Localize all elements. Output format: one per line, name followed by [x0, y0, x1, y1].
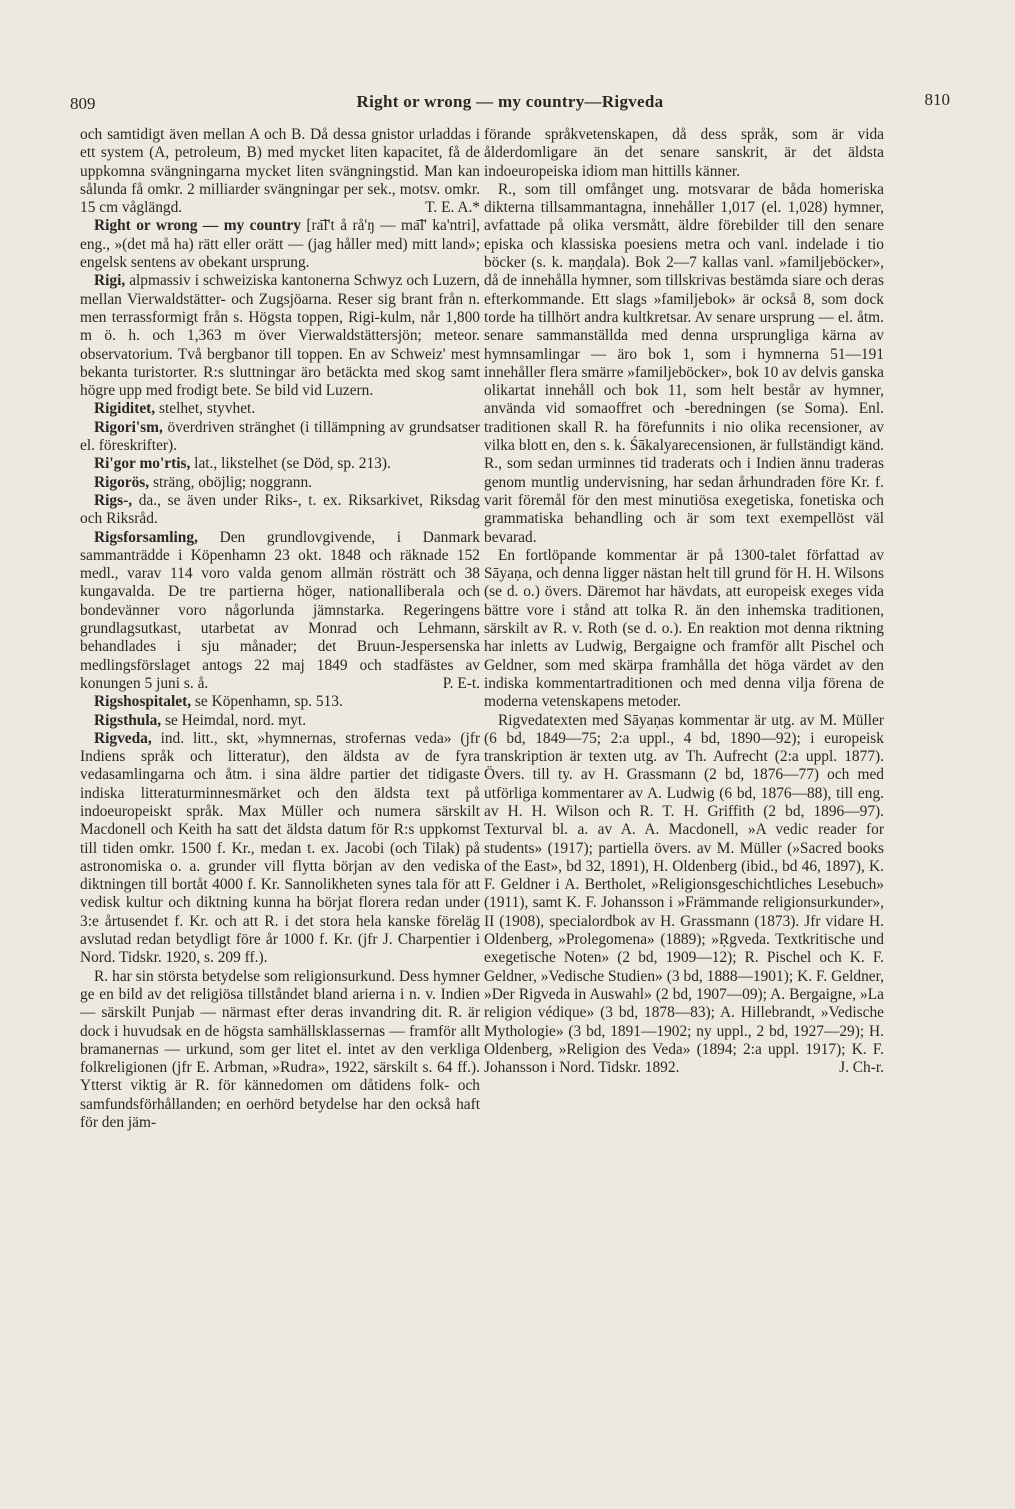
headword: Rigshospitalet,	[94, 693, 192, 711]
paragraph: R. har sin största betydelse som religionsurkund. Dess hymner ge en bild av det religiösa tillståndet bland arierna i n. v. Indien — särskilt Punjab — närmast efter deras invandring dit. R. är dock i huvudsak en de högsta samhällsklassernas — framför allt bramanernas — urkund, som ger litet el. intet av den verkliga folkreligionen (jfr E. Arbman, »Rudra», 1922, särskilt s. 64 ff.). Ytterst viktig är R. för kännedomen om dåtidens folk- och samfundsförhållanden; en oerhörd betydelse har den också haft för den jäm-	[80, 967, 480, 1132]
running-title: Right or wrong — my country—Rigveda	[356, 92, 664, 111]
entry-text: Den grundlovgivende, i Danmark sammanträdde i Köpenhamn 23 okt. 1848 och räknade 152 medl., varav 114 voro valda genom allmän rösträtt och 38 kungavalda. De tre partierna höger, nationalliberala och bondevänner voro någorlunda jämnstarka. Regeringens grundlagsutkast, utarbetat av Monrad och Lehmann, behandlades i sju månader; det Bruun-Jespersenska medlingsförslaget antogs 22 maj 1849 och stadfästes av konungen 5 juni s. å.	[80, 528, 480, 692]
entry-text: stelhet, styvhet.	[155, 400, 256, 418]
entry-rigsthula	[80, 712, 480, 730]
entry-rigiditet	[80, 400, 480, 418]
headword: Rigsforsamling,	[94, 528, 198, 546]
author-signature: J. Ch-r.	[839, 1059, 884, 1077]
entry-right-or-wrong	[80, 217, 480, 272]
left-column	[80, 126, 480, 1132]
headword: Rigi,	[94, 272, 126, 290]
entry-text: se Heimdal, nord. myt.	[161, 711, 307, 729]
entry-rigsforsamling	[80, 529, 480, 694]
headword: Rigori'sm,	[94, 418, 163, 436]
entry-rigorism	[80, 419, 480, 456]
headword: Rigiditet,	[94, 400, 156, 418]
page-number-left: 809	[70, 94, 96, 113]
paragraph-text: Rigvedatexten med Sāyaṇas kommentar är utg. av M. Müller (6 bd, 1849—75; 2:a uppl., 4 bd, 1890—92); i europeisk transkription är texten utg. av Th. Aufrecht (2:a uppl. 1877). Övers. till ty. av H. Grassmann (2 bd, 1876—77) och med utförliga kommentarer av A. Ludwig (6 bd, 1876—88), till eng. av H. H. Wilson och R. T. H. Griffith (2 bd, 1896—97). Texturval bl. a. av A. A. Macdonell, »A vedic reader for students» (1917); partiella övers. av M. Müller (»Sacred books of the East», bd 32, 1891), H. Oldenberg (ibid., bd 46, 1897), K. F. Geldner i A. Bertholet, »Religionsgeschichtliches Lesebuch» (1911), samt K. F. Johansson i »Främmande religionsurkunder», II (1908), specialordbok av H. Grassmann (1873). Jfr vidare H. Oldenberg, »Prolegomena» (1889); »Ṛgveda. Textkritische und exegetische Noten» (2 bd, 1909—12); R. Pischel och K. F. Geldner, »Vedische Studien» (3 bd, 1888—1901); K. F. Geldner, »Der Rigveda in Auswahl» (2 bd, 1907—09); A. Bergaigne, »La religion védique» (3 bd, 1878—83); A. Hillebrandt, »Vedische Mythologie» (3 bd, 1891—1902; ny uppl., 2 bd, 1927—29); H. Oldenberg, »Religion des Veda» (1894; 2:a uppl. 1917); K. F. Johansson i Nord. Tidskr. 1892.	[484, 711, 884, 1077]
entry-text: sträng, oböjlig; noggrann.	[149, 473, 313, 491]
headword: Rigs-,	[94, 491, 133, 509]
entry-text: lat., likstelhet (se Död, sp. 213).	[190, 455, 391, 473]
page-header	[70, 90, 950, 118]
entry-text: se Köpenhamn, sp. 513.	[191, 693, 343, 711]
entry-text: överdriven stränghet (i tillämpning av grundsatser el. föreskrifter).	[80, 418, 480, 455]
paragraph-text: och samtidigt även mellan A och B. Då dessa gnistor urladdas i ett system (A, petroleum, B) med mycket liten kapacitet, få de uppkomna svängningarna mycket liten svängningstid. Man kan sålunda få omkr. 2 milliarder svängningar per sek., motsv. omkr. 15 cm våglängd.	[80, 126, 480, 217]
entry-rigshospitalet	[80, 693, 480, 711]
paragraph: En fortlöpande kommentar är på 1300-talet författad av Sāyaṇa, och denna ligger nästan helt till grund för H. H. Wilsons (se d. o.) övers. Däremot har hävdats, att europeisk exeges vida bättre vore i stånd att tolka R. än den inhemska traditionen, särskilt av R. v. Roth (se d. o.). En reaktion mot denna riktning har inletts av Ludwig, Bergaigne och framför allt Pischel och Geldner, som med skärpa framhålla det höga värdet av den indiska kommentartraditionen och med denna vilja förena de moderna vetenskapens metoder.	[484, 546, 884, 711]
entry-rigoros	[80, 474, 480, 492]
headword: Right or wrong — my country	[94, 217, 301, 235]
entry-text: [ra͞l't å rå'ŋ — ma͞l' ka'ntri], eng., »(det må ha) rätt eller orätt — (jag håller med) mitt land»; engelsk sentens av obekant ursprung.	[80, 217, 480, 272]
page-number-right: 810	[924, 90, 950, 109]
entry-continuation	[80, 126, 480, 217]
entry-rigs	[80, 492, 480, 529]
paragraph: förande språkvetenskapen, då dess språk, som är vida ålderdomligare än det senare sanskrit, är det äldsta indoeuropeiska idiom man hittills känner.	[484, 126, 884, 180]
right-column	[484, 126, 884, 1077]
entry-rigi	[80, 272, 480, 400]
entry-rigveda	[80, 730, 480, 968]
entry-rigor-mortis	[80, 455, 480, 473]
headword: Rigorös,	[94, 473, 150, 491]
paragraph-bibliography	[484, 712, 884, 1078]
entry-text: da., se även under Riks-, t. ex. Riksarkivet, Riksdag och Riksråd.	[80, 491, 480, 528]
headword: Ri'gor mo'rtis,	[94, 455, 191, 473]
author-signature: T. E. A.*	[425, 199, 480, 217]
entry-text: ind. litt., skt, »hymnernas, strofernas veda» (jfr Indiens språk och litteratur), den äldsta av de fyra vedasamlingarna och åtm. i sina äldre partier det tidigaste indiska litteraturminnesmärket och den äldsta text på indoeuropeiskt språk. Max Müller och numera särskilt Macdonell och Keith ha satt det äldsta datum för R:s uppkomst till tiden omkr. 1500 f. Kr., medan t. ex. Jacobi (och Tilak) på astronomiska o. a. grunder vill flytta början av den vediska diktningen till bortåt 4000 f. Kr. Sannolikheten synes tala för att vedisk kultur och diktning kunna ha börjat florera redan under 3:e årtusendet f. Kr. och att R. i det stora hela kanske föreläg avslutad redan betydligt före år 1000 f. Kr. (jfr J. Charpentier i Nord. Tidskr. 1920, s. 209 ff.).	[80, 729, 480, 967]
headword: Rigsthula,	[94, 711, 162, 729]
paragraph: R., som till omfånget ung. motsvarar de båda homeriska dikterna tillsammantagna, innehåller 1,017 (el. 1,028) hymner, avfattade på olika versmått, äldre förebilder till den senare episka och klassiska poesiens metra och vanl. indelade i tio böcker (s. k. maṇḍala). Bok 2—7 kallas vanl. »familjeböcker», då de innehålla hymner, som tillskrivas bestämda siare och deras efterkommande. Ett slags »familjebok» är också 8, som dock torde ha tillhört andra kultkretsar. Av senare ursprung — el. åtm. senare sammanställda med denna ursprungliga kärna av hymnsamlingar — äro bok 1, som i hymnerna 51—191 innehåller flera smärre »familjeböcker», bok 10 av delvis ganska olikartat innehåll och bok 11, som helt består av hymner, använda vid somaoffret och -beredningen (se Soma). Enl. traditionen skall R. ha förefunnits i nio olika recensioner, av vilka blott en, den s. k. Śākalyarecensionen, är fullständigt känd. R., som sedan urminnes tid traderats och i Indien ännu traderas genom muntlig undervisning, har sedan århundraden före Kr. f. varit föremål för den mest minutiösa exegetiska, fonetiska och grammatiska behandling och är som text exempellöst väl bevarad.	[484, 180, 884, 546]
headword: Rigveda,	[94, 729, 152, 747]
entry-text: alpmassiv i schweiziska kantonerna Schwyz och Luzern, mellan Vierwaldstätter- och Zugsjöarna. Reser sig brant från n. men terrassformigt från s. Högsta toppen, Rigi-kulm, når 1,800 m ö. h. och 1,363 m över Vierwaldstättersjön; meteor. observatorium. Två bergbanor till toppen. En av Schweiz' mest bekanta turistorter. R:s sluttningar äro betäckta med skog samt högre upp med frodigt bete. Se bild vid Luzern.	[80, 272, 480, 400]
author-signature: P. E-t.	[442, 674, 480, 692]
